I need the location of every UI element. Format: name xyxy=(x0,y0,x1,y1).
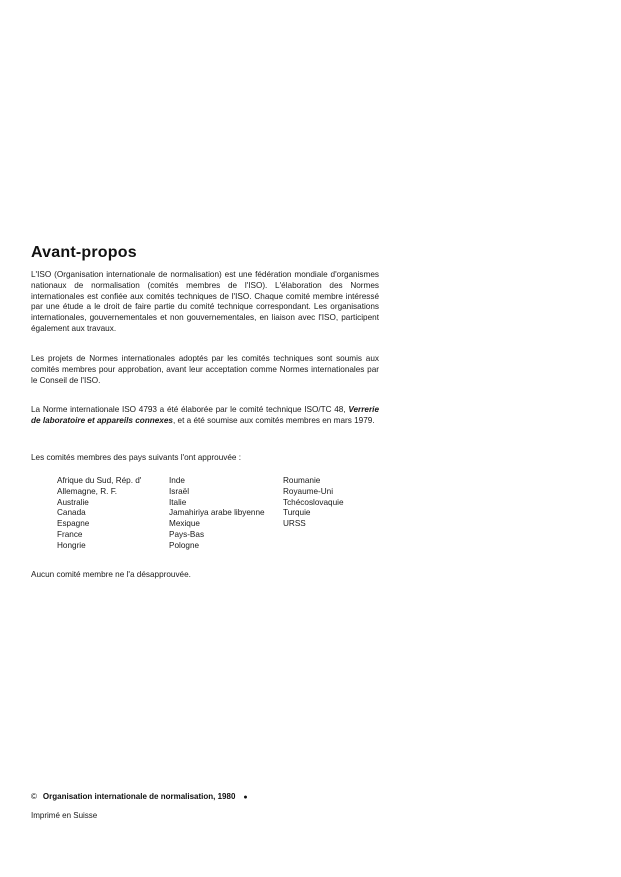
country-item: Australie xyxy=(57,497,89,507)
country-item: Espagne xyxy=(57,519,90,529)
country-item: Roumanie xyxy=(283,476,321,485)
foreword-paragraph-1: L'ISO (Organisation internationale de normalisation) est une fédération mondiale d'organismes nationaux de normalisation (comités membres de l'ISO). L'élaboration des Normes internationales est confiée aux comités techniques de l'ISO. Chaque comité membre intéressé par une étude a le droit de faire partie du comité technique correspondant. Les organisations internationales, gouvernementales et non gouvernementales, en liaison avec l'ISO, participent également aux travaux. xyxy=(31,270,379,333)
copyright-line xyxy=(31,792,248,801)
country-item: Afrique du Sud, Rép. d' xyxy=(57,476,142,485)
foreword-paragraph-2: Les projets de Normes internationales adoptés par les comités techniques sont soumis aux comités membres pour approbation, avant leur acceptation comme Normes internationales par le Conseil de l'ISO. xyxy=(31,354,379,385)
country-item: Canada xyxy=(57,508,86,518)
country-item: Tchécoslovaquie xyxy=(283,497,344,507)
country-item: Mexique xyxy=(169,519,200,529)
country-item: Royaume-Uni xyxy=(283,486,334,496)
country-item: Inde xyxy=(169,476,185,485)
page-title: Avant-propos xyxy=(31,244,137,261)
country-item: France xyxy=(57,529,83,539)
paragraph-3-text-end: , et a été soumise aux comités membres en mars 1979. xyxy=(172,415,375,425)
copyright-icon: © xyxy=(31,792,37,801)
foreword-paragraph-3 xyxy=(31,405,379,427)
country-item: Pologne xyxy=(169,540,200,550)
country-column-3 xyxy=(283,476,344,530)
printed-in: Imprimé en Suisse xyxy=(31,811,98,820)
copyright-text: Organisation internationale de normalisation, 1980 xyxy=(42,792,236,801)
disapproval-statement: Aucun comité membre ne l'a désapprouvée. xyxy=(31,570,191,579)
country-item: Hongrie xyxy=(57,540,86,550)
country-item: Turquie xyxy=(283,508,311,518)
country-item: Pays-Bas xyxy=(169,529,205,539)
approval-intro: Les comités membres des pays suivants l'ont approuvée : xyxy=(31,453,241,462)
country-item: URSS xyxy=(283,519,306,529)
country-item: Jamahiriya arabe libyenne xyxy=(169,508,265,518)
country-item: Allemagne, R. F. xyxy=(57,486,118,496)
country-column-1 xyxy=(57,476,141,552)
committee-title: Verrerie de laboratoire et appareils connexes xyxy=(31,405,379,425)
country-column-2 xyxy=(169,476,265,552)
paragraph-3-text-start: La Norme internationale ISO 4793 a été élaborée par le comité technique ISO/TC 48, xyxy=(31,405,349,414)
bullet-icon: ● xyxy=(243,794,248,801)
country-item: Israël xyxy=(169,486,190,496)
country-item: Italie xyxy=(169,497,187,507)
